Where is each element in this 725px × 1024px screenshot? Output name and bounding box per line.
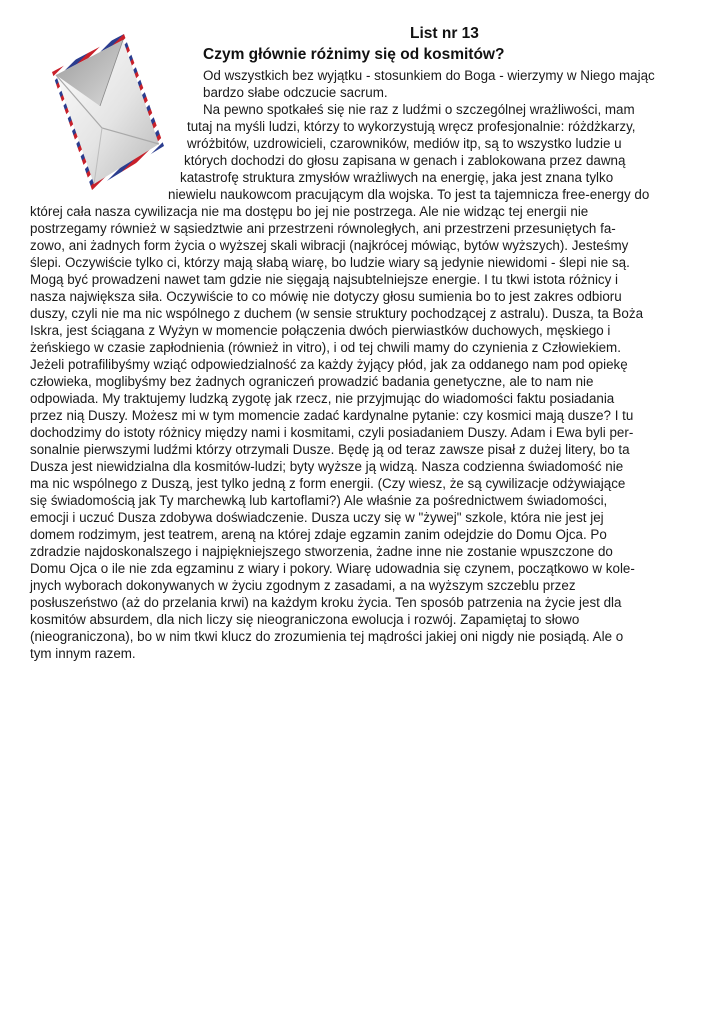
- body-line: niewielu naukowcom pracującym dla wojska. To jest ta tajemnicza free-energy do: [168, 187, 650, 202]
- body-line: człowieka, moglibyśmy bez żadnych ograniczeń prowadzić badania genetyczne, ale to nam nie: [30, 374, 594, 389]
- body-line: sonalnie pierwszymi ludźmi którzy otrzymali Dusze. Będę ją od teraz zawsze pisał z dużej litery, bo ta: [30, 442, 630, 457]
- body-line: posłuszeństwo (aż do przelania krwi) na każdym kroku życia. Ten sposób patrzenia na życie jest dla: [30, 595, 622, 610]
- body-line: Domu Ojca o ile nie zda egzaminu z wiary i pokory. Wiarę udowadnia się czynem, początkowo w kole-: [30, 561, 635, 576]
- body-line: ślepi. Oczywiście tylko ci, którzy mają słabą wiarę, bo ludzie wiary są jedynie niewidomi - ślepi nie są.: [30, 255, 630, 270]
- body-line: bardzo słabe odczucie sacrum.: [203, 85, 388, 100]
- body-line: duszy, czyli nie ma nic wspólnego z duchem (w sensie struktury pochodzącej z astralu). Dusza, ta Boża: [30, 306, 644, 321]
- body-line: (nieograniczona), bo w nim tkwi klucz do zrozumienia tej mądrości jakiej oni nigdy nie posiądą. Ale o: [30, 629, 624, 644]
- body-line: Dusza jest niewidzialna dla kosmitów-ludzi; byty wyższe ją widzą. Nasza codzienna świadomość nie: [30, 459, 624, 474]
- body-line: postrzegamy również w sąsiedztwie ani przestrzeni równoległych, ani przestrzeni przesuniętych fa-: [30, 221, 616, 236]
- body-line: której cała nasza cywilizacja nie ma dostępu bo jej nie postrzega. Ale nie widząc tej energii nie: [30, 204, 589, 219]
- letter-title: List nr 13: [410, 25, 479, 42]
- letter-subtitle: Czym głównie różnimy się od kosmitów?: [203, 46, 505, 63]
- body-line: Jeżeli potrafilibyśmy wziąć odpowiedzialność za każdy żyjący płód, jak za oddanego nam pod opiekę: [30, 357, 628, 372]
- body-line: zowo, ani żadnych form życia o wyższej skali wibracji (najkrócej mówiąc, bytów wyższych). Jesteśmy: [30, 238, 629, 253]
- body-line: kosmitów absurdem, dla nich liczy się nieograniczona ewolucja i rozwój. Zapamiętaj to słowo: [30, 612, 580, 627]
- body-line: wróżbitów, uzdrowicieli, czarowników, mediów itp, są to wszystko ludzie u: [187, 136, 622, 151]
- body-line: Na pewno spotkałeś się nie raz z ludźmi o szczególnej wrażliwości, mam: [203, 102, 635, 117]
- body-line: odpowiada. My traktujemy ludzką zygotę jak rzecz, nie przyjmując do wiadomości faktu posiadania: [30, 391, 615, 406]
- body-line: Iskra, jest ściągana z Wyżyn w momencie połączenia dwóch pierwiastków duchowych, męskiego i: [30, 323, 611, 338]
- body-line: domem rodzimym, jest teatrem, areną na której zdaje egzamin zanim odejdzie do Domu Ojca. Po: [30, 527, 607, 542]
- body-line: żeńskiego w czasie zapłodnienia (również in vitro), i od tej chwili mamy do czynienia z Człowiekiem.: [30, 340, 621, 355]
- body-line: katastrofę struktura zmysłów wrażliwych na energię, jaka jest znana tylko: [180, 170, 614, 185]
- body-line: zdradzie najdoskonalszego i najpiękniejszego stworzenia, żadne inne nie zostanie wpuszczone do: [30, 544, 613, 559]
- body-line: dochodzimy do istoty różnicy między nami i kosmitami, czyli posiadaniem Duszy. Adam i Ewa byli per-: [30, 425, 634, 440]
- body-line: emocji i uczuć Dusza zdobywa doświadczenie. Dusza uczy się w "żywej" szkole, która nie jest jej: [30, 510, 604, 525]
- body-line: tym innym razem.: [30, 646, 136, 661]
- body-line: których dochodzi do głosu zapisana w genach i zablokowana przez dawną: [184, 153, 626, 168]
- body-line: przez nią Duszy. Możesz mi w tym momencie zadać kardynalne pytanie: czy kosmici mają dusze? I tu: [30, 408, 634, 423]
- body-line: nasza największa siła. Oczywiście to co mówię nie dotyczy głosu sumienia bo to jest zakres odbioru: [30, 289, 622, 304]
- body-line: się świadomością jak Ty marchewką lub kartoflami?) Ale właśnie za pośrednictwem świadomości,: [30, 493, 608, 508]
- body-line: tutaj na myśli ludzi, którzy to wykorzystują wręcz profesjonalnie: różdżkarzy,: [187, 119, 636, 134]
- body-line: Mogą być prowadzeni nawet tam gdzie nie sięgają najsubtelniejsze energie. I tu tkwi istota różnicy i: [30, 272, 619, 287]
- airmail-envelope-icon: [28, 28, 168, 198]
- body-line: Od wszystkich bez wyjątku - stosunkiem do Boga - wierzymy w Niego mając: [203, 68, 655, 83]
- body-line: jnych wyborach dokonywanych w życiu zgodnym z zasadami, a na wyższym szczeblu przez: [30, 578, 576, 593]
- body-line: ma nic wspólnego z Duszą, jest tylko jedną z form energii. (Czy wiesz, że są cywilizacje odżywiające: [30, 476, 626, 491]
